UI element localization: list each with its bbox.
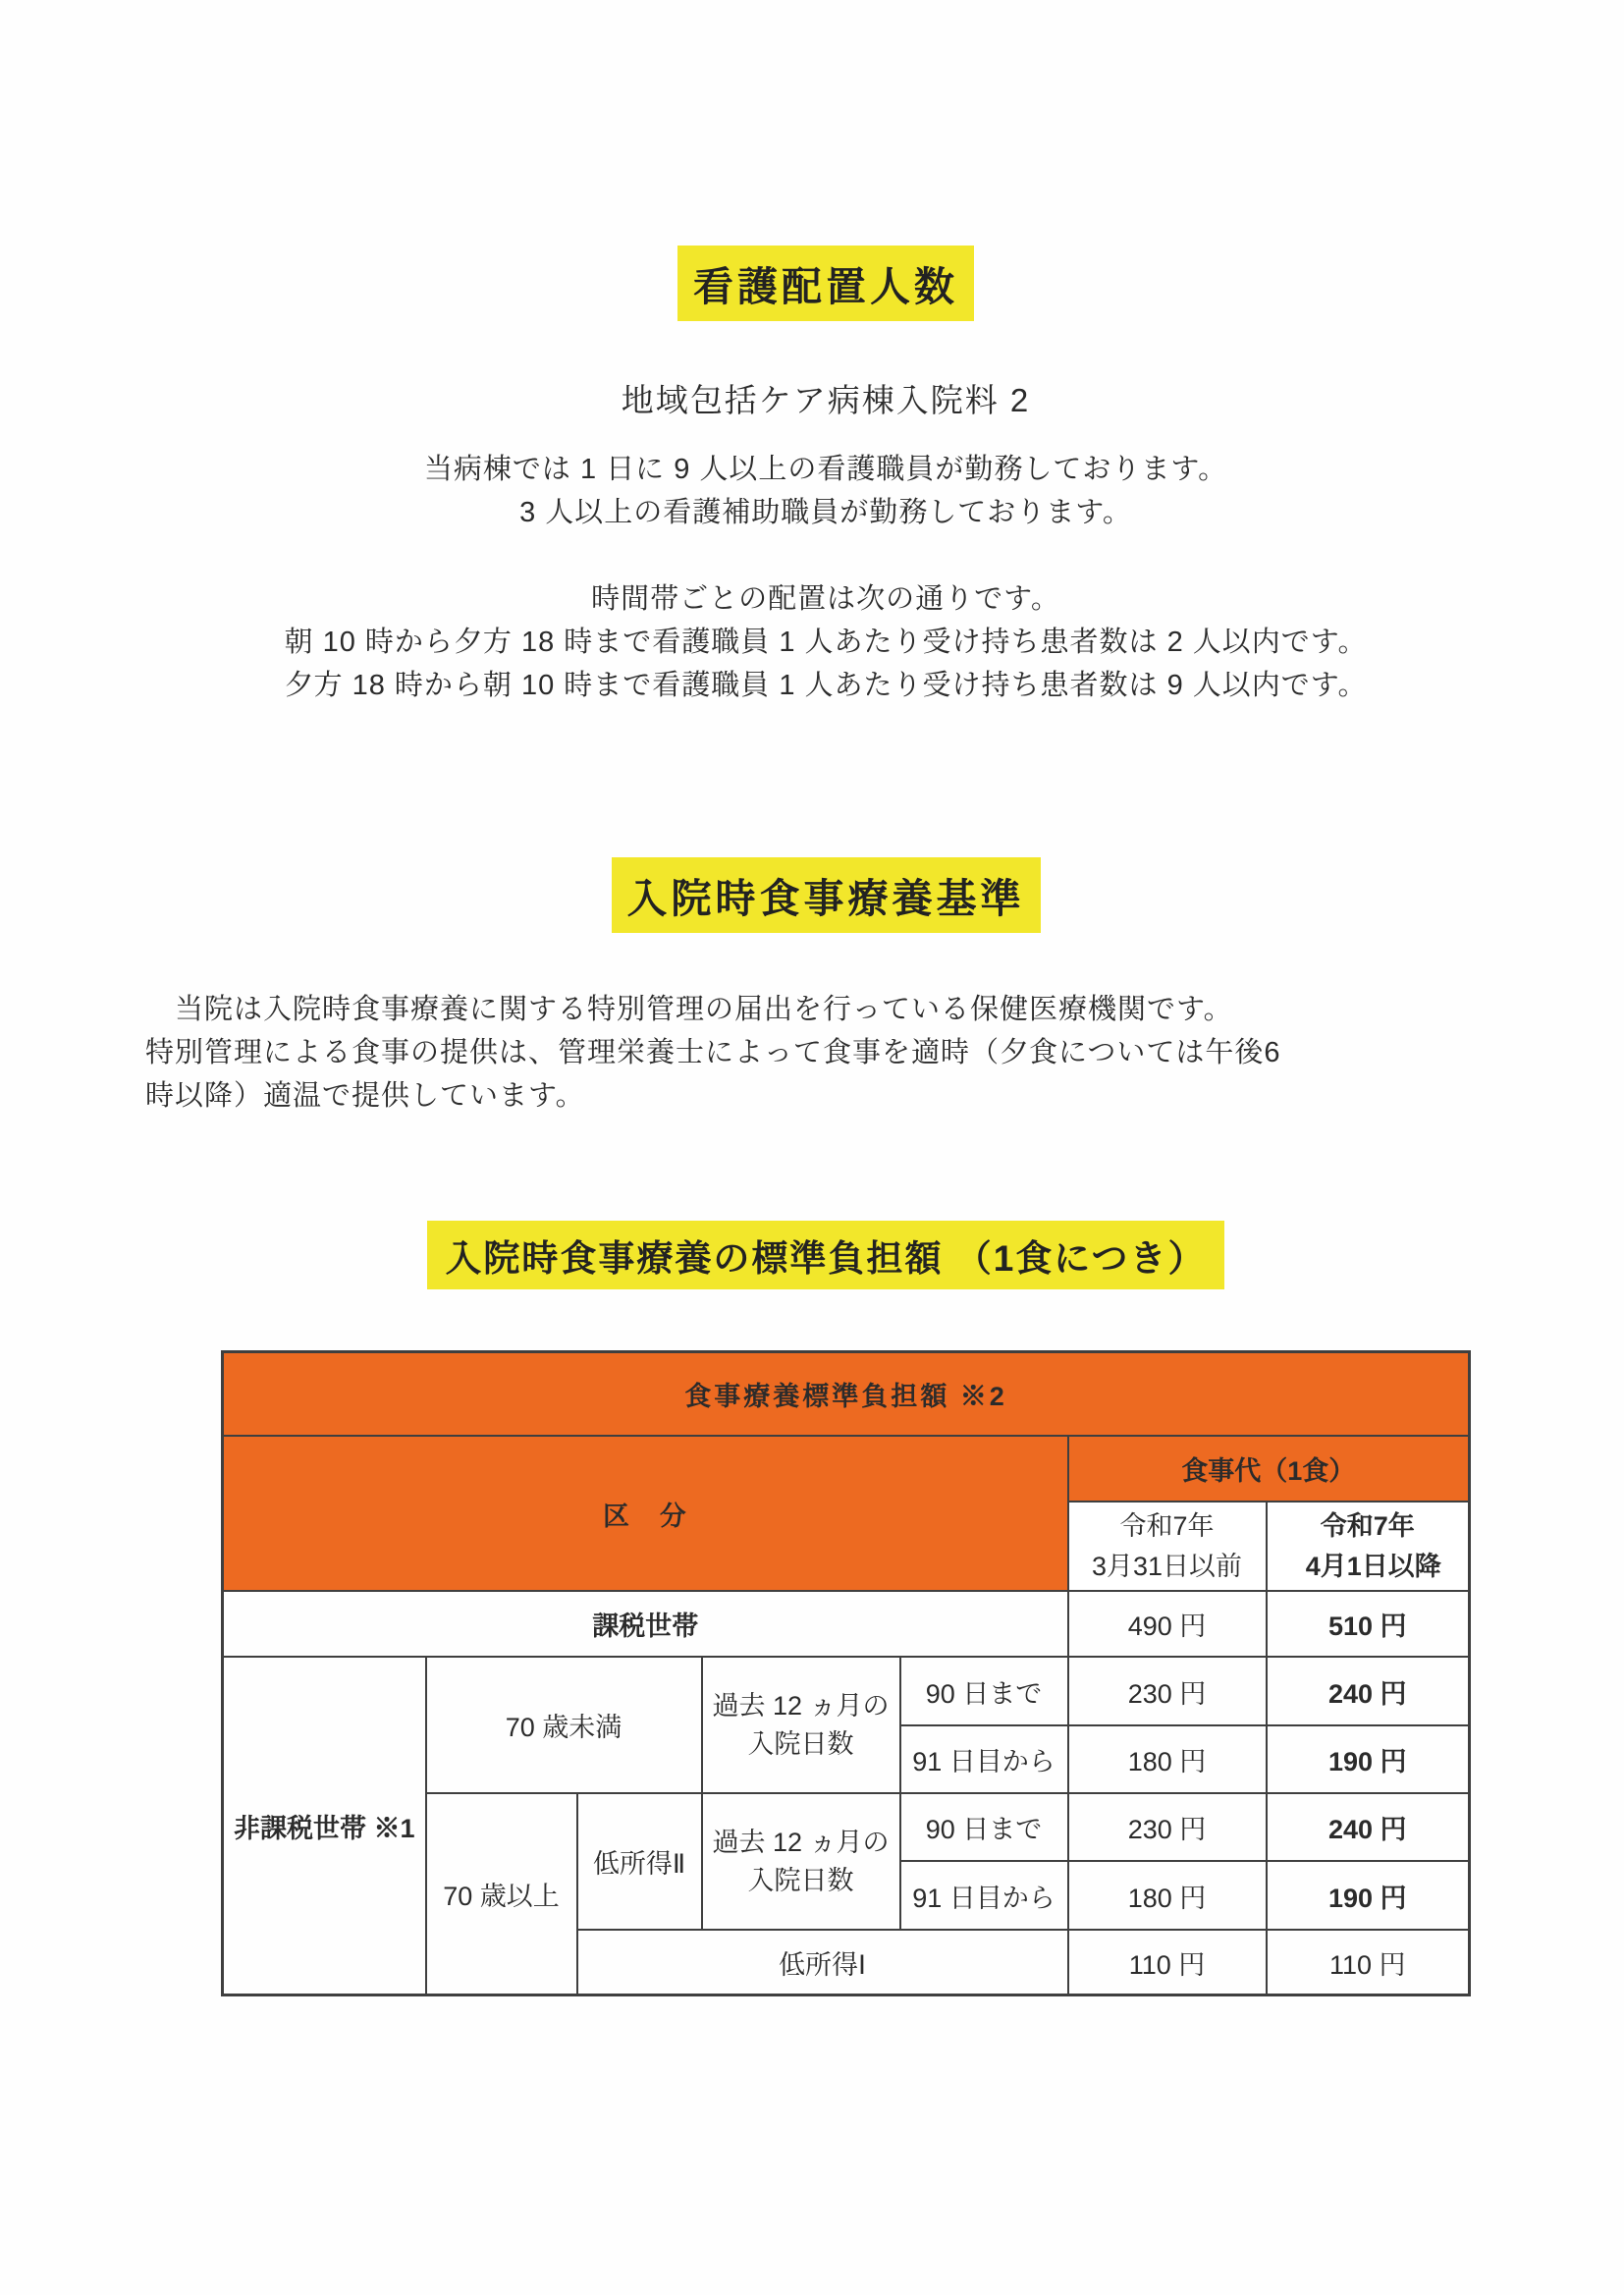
over70-upto90-label: 90 日まで [900,1793,1068,1861]
charge-heading: 入院時食事療養の標準負担額 （1食につき） [427,1221,1223,1289]
low-income1-label-cell: 低所得Ⅰ [577,1930,1068,1995]
meal-paragraph-line: 特別管理による食事の提供は、管理栄養士によって食事を適時（夕食については午後6 [145,1037,1281,1068]
table-title-row [223,1352,1470,1437]
meal-paragraph-line: 時以降）適温で提供しています。 [145,1080,585,1112]
low-income1-before: 110 円 [1068,1930,1267,1995]
meal-heading-row [14,857,1624,933]
meal-paragraph [145,988,1492,1118]
over70-from91-before: 180 円 [1068,1861,1267,1930]
schedule-line: 時間帯ごとの配置は次の通りです。 [591,583,1060,615]
staffing-line: 3 人以上の看護補助職員が勤務しております。 [519,497,1132,528]
nursing-heading-row [14,246,1624,321]
taxed-price-before: 490 円 [1068,1591,1267,1657]
meal-charge-table [221,1350,1471,1996]
untaxed-under70-upto90-row [223,1657,1470,1725]
under70-upto90-before: 230 円 [1068,1657,1267,1725]
under70-stay-cell [702,1657,900,1793]
under70-from91-before: 180 円 [1068,1725,1267,1793]
stay-line2: 入院日数 [747,1728,854,1759]
over70-upto90-before: 230 円 [1068,1793,1267,1861]
under70-upto90-label: 90 日まで [900,1657,1068,1725]
period-after-cell [1267,1502,1470,1591]
low-income2-label-cell: 低所得Ⅱ [577,1793,702,1930]
ward-fee-subheading: 地域包括ケア病棟入院料 2 [621,382,1031,418]
taxed-price-after: 510 円 [1267,1591,1470,1657]
taxed-household-row [223,1591,1470,1657]
over70-label-cell: 70 歳以上 [426,1793,577,1995]
category-header-cell: 区 分 [223,1436,1068,1591]
taxed-label-cell: 課税世帯 [223,1591,1068,1657]
period-before-line2: 3月31日以前 [1091,1551,1243,1581]
table-group-header-row [223,1436,1470,1502]
under70-from91-after: 190 円 [1267,1725,1470,1793]
over70-from91-label: 91 日目から [900,1861,1068,1930]
staffing-lines [14,448,1624,534]
over70-upto90-after: 240 円 [1267,1793,1470,1861]
schedule-line: 朝 10 時から夕方 18 時まで看護職員 1 人あたり受け持ち患者数は 2 人以内です。 [284,627,1368,658]
stay-line2: 入院日数 [747,1865,854,1895]
table-title-cell: 食事療養標準負担額 ※2 [223,1352,1470,1437]
period-before-cell [1068,1502,1267,1591]
period-after-line2: 4月1日以降 [1305,1551,1441,1581]
meal-price-header-cell: 食事代（1食） [1068,1436,1470,1502]
under70-from91-label: 91 日目から [900,1725,1068,1793]
stay-line1: 過去 12 ヵ月の [712,1827,890,1857]
period-before-line1: 令和7年 [1119,1510,1215,1541]
charge-heading-row [14,1221,1624,1289]
untaxed-label-cell: 非課税世帯 ※1 [223,1657,426,1995]
stay-line1: 過去 12 ヵ月の [712,1690,890,1721]
nursing-heading: 看護配置人数 [677,246,974,321]
over70-stay-cell [702,1793,900,1930]
period-after-line1: 令和7年 [1320,1510,1415,1541]
under70-upto90-after: 240 円 [1267,1657,1470,1725]
meal-paragraph-line: 当院は入院時食事療養に関する特別管理の届出を行っている保健医療機関です。 [145,994,1233,1025]
meal-heading: 入院時食事療養基準 [612,857,1041,933]
over70-from91-after: 190 円 [1267,1861,1470,1930]
under70-label-cell: 70 歳未満 [426,1657,702,1793]
staffing-line: 当病棟では 1 日に 9 人以上の看護職員が勤務しております。 [423,454,1228,485]
low-income1-after: 110 円 [1267,1930,1470,1995]
schedule-line: 夕方 18 時から朝 10 時まで看護職員 1 人あたり受け持ち患者数は 9 人以内です。 [284,670,1368,701]
schedule-lines [14,577,1624,707]
